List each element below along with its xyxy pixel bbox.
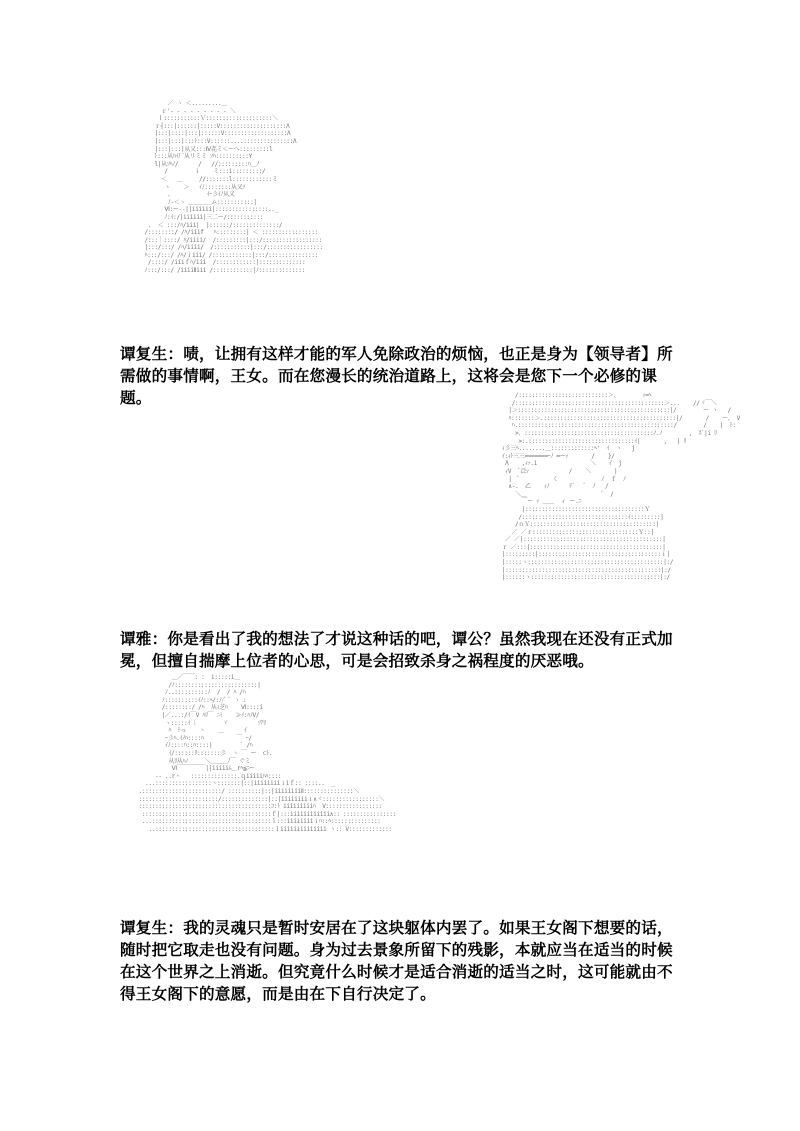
speaker-separator: ：: [151, 630, 168, 648]
speaker-name: 谭复生: [120, 345, 168, 363]
speaker-separator: ：: [167, 345, 184, 363]
dialogue-line-2: [120, 628, 688, 672]
speaker-name: 谭雅: [120, 630, 152, 648]
dialogue-text: 你是看出了我的想法了才说这种话的吧，谭公？虽然我现在还没有正式加冕，但擅自揣摩上位者的心思，可是会招致杀身之祸程度的厌恶哦。: [120, 630, 673, 670]
speaker-name: 谭复生: [120, 919, 168, 937]
ascii-art-figure-2: /:::::::::::::::::::::::::::＞、 ｨ=ﾍ /:::::::::::::::::::::::::::::::::::::::::::::＞... //ヾ￣＼ |＞::::::::::::::::::::::::::::::::::::::::::::::|/ ー ヽ / ﾊ:::::::＞.::::::::::::::::::::::::::::::::::::::::|/ / ー、 V ﾊ.:::::::::::::::::::::::::::::::::::::::::::::::/ / | ﾄ: >、:::::::::::::::::::::::::::::::::::::::ﾉ.ﾉ , ｽﾞ|i ﾘ >:.::::::::::::::::::::::::::::::::ｲ| , | ﾘ ｨ彡三ﾍ........＿:::::::::::::ﾍ' ｲ ヽ j ｲ:ｨﾄ三三=======ｰﾉ ━ーｧ / }/ Λ ,ｨｧ.i ＼ ｲ j ｨV ﾞ泛ｧ / ＼ | | ﾞ く ﾉ ｆ ﾉ ∧‐. 乙 ｨﾉ ﾃﾞ ﾞ ﾉ / ＼＿ ﾞ / ￣ー ｧ ＿＿ ィ ー.ﾆ |::::::::::::::::::::::::::::::::::::Ｙ /::::::::::::::::::::::::::::::::ｲ:::::::::| /ｏＹ::::::::::::::::::::::::::::::::::::::| ／ ／ｒ::::::::::::::::::::::::::::::::Ｙ::| ／ ／|::::::::::::::::::::::::::::::::::::::::::| ｒ ／:::|::::::::::::::::::::::::::::::::::::::::| |:::::::::|:::::::::::::::::::::::::::::::::::::ｉ| |:::::ヽ:::::::::::::::::::::::::::::::::::::::::|:/ |:::::::::::::::::::::::::::::::::::::::::::::::|:/ |::::::ヽ:::::::::::::::::::::::::::::::::::::::|:/: [501, 392, 740, 582]
speaker-separator: ：: [167, 919, 184, 937]
ascii-art-figure-1: ／ ヽ ＜.........＿ ｒ'‐ ‐ ‐ ‐ ‐ ‐ ‐ ‐ ‐ ＼ ｌ:::::::::::Ｖ::::::::::::::::::::＼ ｒ┤:::|::::::|:::::V::::::::::::::::::::Λ |:::|::::|:::|::::::V:::::::::::::::::::Λ |:::|:::|:::ﾄ:::V::::::....:::::::::::::::Λ |:::|:::|从又:::Ⅳ㐂ミ＜ーへ:::::::::l ﾄ:::从ﾊｲ厂从リミミ ｿﾊ::::::::::Y l|从ｿﾊﾉ/ / //:::::::::ﾊ＿ﾉ / ｉ ミ:::i:::::::::/ ＜ ＿ //:::::::l::::::::::::ミ ヽ ＞ ｲﾉ::::::::从又ｿ 、 ｲｰ彡ｲﾉ从又 ﾉ‐＜ヽ ＿＿＿＿ム:::::::::::| Ⅵ:ー--||iiiiii|::::::::::::::::.._ ﾉ:ｲ:/|iiiiii|三二ー/::::::::::: . ＜ :::/ﾊ/iii| |::::::/::::::::::::::/ /::::::::/ /ﾊ/iiif ﾊ:::::::::| ＜ ::::::::::::::::: /:::｜::::/ ﾊ/iiii/ /:::::::::|:::/:::::::::::::::::: |:::/:::/ /ﾊ/iiii/ /:::::::::::|:::/::::::::::::::::: ﾊ:::/:::/ /ﾊ/ｉiii/ /::::::::::::|:::/::::::::::::::: /::::/ /iiiｆﾊ/iii /::::::::::::|:::::::::::::: ﾉ:::/:::/ /iiiiⅡiii /::::::::::::|ﾉ::::::::::::::: [144, 100, 323, 275]
ascii-art-figure-3: ＿／￣￣: : i:::::i＿ /ﾉ:::::::::::::::::::::::::| ﾉ..::::::::::ﾉ / / ﾊ /ﾊ ﾉ::::::::::ｲﾉ::ﾍ/:ﾉ/ﾞ ﾞ ヽ : /::::::::/ /ﾊ 从ｨ芝ﾊ Ⅵ::::i |／...:/ｲ￣V ﾊﾘ￣ ﾆﾐ ≫ｲ:ﾊﾉV/ ヽ:::::ｲ〔 ヾ ｿｱﾘ ﾊ ﾄっ ヽ ＿ ｲ ｰ彡ﾊ.ｲﾉﾊ::::ﾊ ￣ ｰ/ ｲﾉ::::ﾊ::ﾊ::::| ﾞ /ﾊ ｲ/::::::ﾘ:::::::彡 ヽ ￣ ー ⊂ﾄ. 从ﾘ从ﾊﾉ ＼＿＿＿ﾉ￣ ぐミ Ⅵ￣￣￣￣￣||iiiiiﾑ＿rﾍ≦ﾆー -- ..r＾ ::::::::::::::.ｑiiiiiﾊﾊ:::: ...:::::::::::::::::ヽ:::::::|::|iiiiiiiiｉiｆ:: ::::.. _ .::::::::::::::::::::::::/ ::::::::::|::|iiiiiiiiⅡ:::::::::::::::＼ ::::::::::::::::::::::::/::::::::::::::|::|iiiiiiiiｉ∧ヾ:::::::::::::::::＼ ::::::::::::::::::::::::::::::::::::::::ｺ:ﾄ iiiiiiiiiﾊ V::::::::::::::::: :::::::::::::::::::::::::::::::::::::::ｆ|:::iiiiiiiiiiii∧:: :::::::::::::::: ...::::::::::::::::::::::::::::::::::::ｌ:::iiiiiiiiｉﾊ::ﾍ::::::::::::::: ..::::::::::::::::::::::::::::::::::::ｌiiiiiiiiiiiiii ヽ:: V:::::::::::::: [138, 674, 396, 833]
dialogue-text: 啧，让拥有这样才能的军人免除政治的烦恼，也正是身为【领导者】所需做的事情啊，王女。而在您漫长的统治道路上，这将会是您下一个必修的课题。: [120, 345, 673, 407]
dialogue-line-3: [120, 917, 688, 1005]
dialogue-text: 我的灵魂只是暂时安居在了这块躯体内罢了。如果王女阁下想要的话，随时把它取走也没有问题。身为过去景象所留下的残影，本就应当在适当的时候在这个世界之上消逝。但究竟什么时候才是适合消逝的适当之时，这可能就由不得王女阁下的意愿，而是由在下自行决定了。: [120, 919, 673, 1003]
